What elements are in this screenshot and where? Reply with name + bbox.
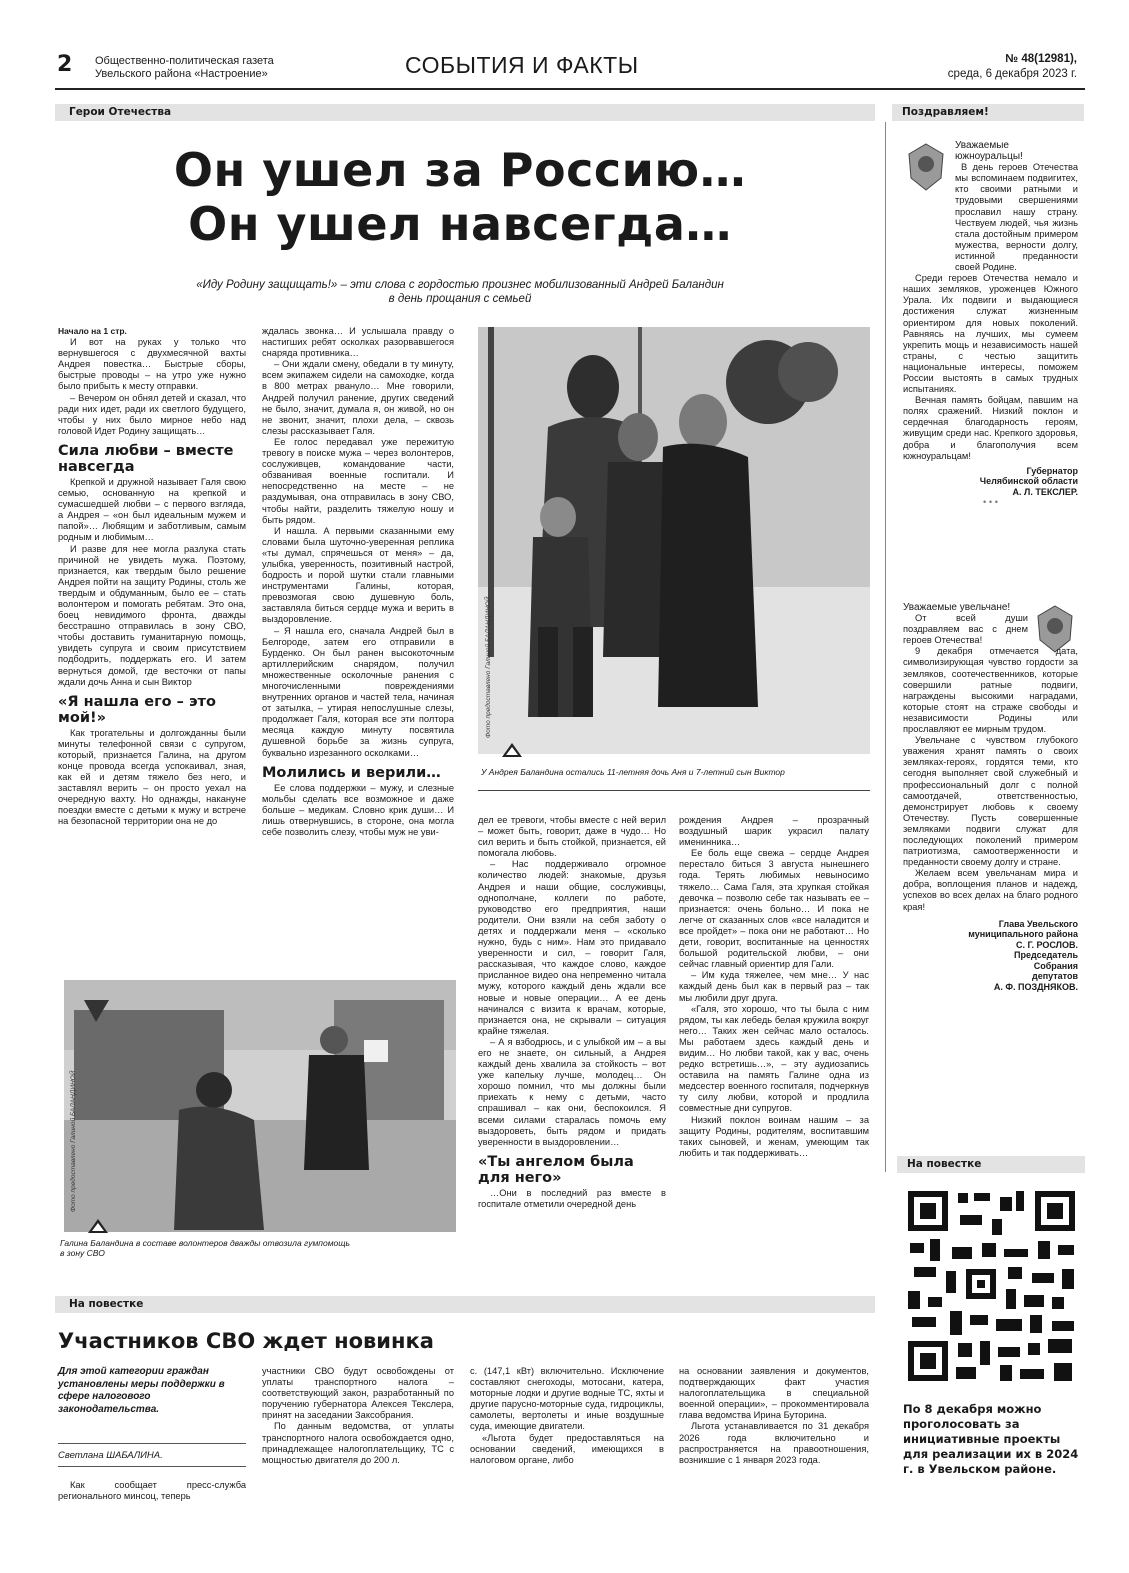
paper-name xyxy=(95,55,274,81)
bottom-author: Светлана ШАБАЛИНА. xyxy=(58,1450,163,1461)
signature: С. Г. РОСЛОВ. xyxy=(1016,939,1078,950)
volunteer-photo xyxy=(64,980,456,1232)
paragraph: И разве для нее могла разлука стать причиной не увидеть мужа. Поэтому, признается, как твердым было решение Андрея пойти на защиту Родины, столь же твердым и обдуманным, было ее – стать волонтером и помогать ребятам. Это она, боец невидимого фронта, дважды бесстрашно отправилась в зону СВО, чтобы доставить гуманитарную помощь, увидеть супруга и своим присутствием подбодрить, поддержать его. И затем вернуться домой, где весточки от папы ждали дочь Анна и сын Виктор xyxy=(58,543,246,687)
paragraph: От всей души поздравляем вас с днем героев Отечества! xyxy=(903,613,1028,646)
signature: Челябинской области xyxy=(979,476,1078,487)
article-column-1 xyxy=(58,326,246,958)
paragraph: 9 декабря отмечается дата, символизирующая чувство гордости за земляков, соотечественников, которые совершили ратные подвиги, награждены высокими наградами, которые стоят на страже свободы и независимости Родины или прославляют ее мирным трудом. xyxy=(903,646,1078,735)
family-photo xyxy=(478,327,870,754)
rubric-congrats: Поздравляем! xyxy=(892,104,1084,121)
rubric-agenda-right: На повестке xyxy=(897,1156,1085,1173)
paragraph: с. (147,1 кВт) включительно. Исключение составляют снегоходы, мотосани, катера, моторные лодки и другие водные ТС, яхты и другие парусно-моторные суда, гидроциклы, самолеты, вертолеты и иные воздушные суда, имеющие двигатели. xyxy=(470,1366,664,1432)
photo-caption xyxy=(60,1238,460,1258)
paragraph: По данным ведомства, от уплаты транспортного налога освобождается одно, принадлежащее налогоплательщику, ТС с мощностью двигателя до 200 л. xyxy=(262,1421,454,1465)
subheading: Молились и верили… xyxy=(262,764,441,781)
signature: Председатель xyxy=(1014,950,1078,961)
continuation-note: Начало на 1 стр. xyxy=(58,326,127,336)
header-rule xyxy=(55,88,1085,90)
headline-line2: Он ушел навсегда… xyxy=(188,197,732,251)
paragraph: Среди героев Отечества немало и наших земляков, уроженцев Южного Урала. Их подвиги и выдающиеся достижения служат жизненным ориентиром для новых поколений. Равняясь на лучших, мы сумеем укрепить мощь и независимость нашей страны, с честью защитить национальные интересы, поможем России выстоять в самых трудных испытаниях. xyxy=(903,273,1078,395)
issue-number: № 48(12981), xyxy=(1005,53,1077,65)
paragraph: И вот на руках у только что вернувшегося с двухмесячной вахты Андрея повестка… Быстрые сборы, быстрые проводы – на утро уже нужно было прибыть к месту отправки. xyxy=(58,337,246,392)
paragraph: И нашла. А первыми сказанными ему словами была шуточно-уверенная реплика «ты думал, спрячешься от меня» – да, улыбка, уверенность, позитивный настрой, бодрость и порой шутки стали главными инструментами Галины, которая, превозмогая свою душевную боль, заставляла биться сердце мужа и верить в выздоровление. xyxy=(262,525,454,625)
headline-line1: Он ушел за Россию… xyxy=(173,143,747,197)
divider xyxy=(478,790,870,791)
paper-name-line1: Общественно-политическая газета xyxy=(95,55,274,67)
bottom-column-3 xyxy=(470,1366,664,1540)
divider xyxy=(58,1443,246,1444)
signature: депутатов xyxy=(1031,971,1078,982)
bottom-column-1 xyxy=(58,1480,246,1540)
qr-code-icon[interactable] xyxy=(904,1187,1079,1385)
paragraph: Ее боль еще свежа – сердце Андрея перестало биться 3 августа нынешнего года. Терять любимых невыносимо тяжело… Сама Галя, эта хрупкая стойкая девочка – позволю себе так называть ее – признается: очень больно… И пока не легче от сказанных слов «все наладится и все пройдет» – пока они не работают… Но дети, говорит, воспитанные на ценностях большой родительской любви, – они сейчас главный ориентир для Гали. xyxy=(679,848,869,970)
paragraph: – А я взбодрюсь, и с улыбкой им – а вы его не знаете, он сильный, а Андрея каждый день хвалила за стойкость – вот уже капельку лучше, молодец… Он хорошо помнил, что мы должны были приехать к нему с детьми, часто спрашивал – как они, беспокоился. Я всеми силами старалась помочь ему выздороветь, быть рядом и придать уверенности в выздоровлении… xyxy=(478,1036,666,1147)
page-number: 2 xyxy=(57,52,73,77)
photo-caption: У Андрея Баландина остались 11-летняя дочь Аня и 7-летний сын Виктор xyxy=(481,767,785,777)
paragraph: на основании заявления и документов, подтверждающих факт участия налогоплательщика в специальной военной операции», – прокомментировала глава ведомства Ирина Буторина. xyxy=(679,1366,869,1421)
bottom-headline: Участников СВО ждет новинка xyxy=(58,1329,434,1353)
paragraph: Увельчане с чувством глубокого уважения хранят память о своих земляках-героях, гордятся теми, кто сегодня выполняет свой служебный и профессиональный долг с полной самоотдачей, ответственностью, демонстрирует любовь к своему Отечеству. Пусть совершенные земляками подвиги служат для последующих поколений примером патриотизма, самоотверженности и преданности своему долгу и стране. xyxy=(903,735,1078,868)
divider xyxy=(58,1466,246,1467)
lead xyxy=(60,278,860,306)
signature: Губернатор xyxy=(1026,465,1078,476)
paragraph: «Льгота будет предоставляться на основании сведений, имеющихся в налоговом органе, либо xyxy=(470,1432,664,1465)
paragraph: – Они ждали смену, обедали в ту минуту, всем экипажем сидели на самоходке, когда в 800 метрах рвануло… Мне говорили, Андрей получил ранение, других сведений не было, значит, думала я, он живой, но он не звонит, значит, плохи дела, – сквозь слезы рассказывает Галя. xyxy=(262,359,454,436)
article-column-3 xyxy=(478,815,666,1273)
signature: А. Л. ТЕКСЛЕР. xyxy=(1012,486,1078,497)
paragraph: Низкий поклон воинам нашим – за защиту Родины, родителям, воспитавшим таких сыновей, и женам, умеющим так любить и так поддерживать… xyxy=(679,1114,869,1158)
paragraph: В день героев Отечества мы вспоминаем подвигитех, кто своими ратными и трудовыми свершениями прославил нашу страну. Чествуем людей, чья жизнь стала достойным примером мужества, верности долгу, истинной преданности своей Родине. xyxy=(955,162,1078,273)
paragraph: Льгота устанавливается по 31 декабря 2026 года включительно и распространяется на правоотношения, возникшие с 1 января 2023 года. xyxy=(679,1421,869,1465)
paper-name-line2: Увельского района «Настроение» xyxy=(95,68,268,80)
paragraph: дел ее тревоги, чтобы вместе с ней верил – может быть, говорит, даже в чудо… Но сил верить и быть стойкой, признается, ей помогала любовь. xyxy=(478,815,666,859)
issue-date: среда, 6 декабря 2023 г. xyxy=(947,68,1077,80)
agenda-vote-text: По 8 декабря можно проголосовать за инициативные проекты для реализации их в 2024 г. в Увельском районе. xyxy=(903,1402,1079,1476)
greeting: Уважаемые увельчане! xyxy=(903,602,1011,613)
family-photo-image xyxy=(478,327,870,754)
photo-caption-line2: в зону СВО xyxy=(60,1248,105,1258)
headline xyxy=(60,143,860,251)
triangle-icon xyxy=(88,1219,108,1233)
paragraph: Крепкой и дружной называет Галя свою семью, основанную на крепкой и сумасшедшей любви – с первого взгляда, а Андрея – «он был идеальным мужем и папой»… Любящим и заботливым, самым родным и любимым… xyxy=(58,476,246,543)
vertical-divider xyxy=(885,122,886,1172)
rubric-heroes: Герои Отечества xyxy=(55,104,875,121)
congrats-district xyxy=(903,602,1078,1130)
paragraph: – Вечером он обнял детей и сказал, что ради них идет, ради их светлого будущего, чтобы у них было мирное небо над головой Идет Родину защищать… xyxy=(58,392,246,436)
separator-dots: • • • xyxy=(983,497,998,508)
rubric-agenda-bottom: На повестке xyxy=(55,1296,875,1313)
photo-credit: Фото предоставлено Галиной БАЛАНДИНОЙ xyxy=(70,1070,77,1212)
bottom-column-4 xyxy=(679,1366,869,1540)
paragraph: Ее голос передавал уже пережитую тревогу в поиске мужа – через волонтеров, сослуживцев, командование части, обзванивая военные госпитали. И непосредственно на месте – не раздумывая, она отправилась в зону СВО, чтобы найти, разделить тяжелую ношу и быть рядом. xyxy=(262,436,454,525)
lead-line2: в день прощания с семьей xyxy=(388,293,532,305)
volunteer-photo-image xyxy=(64,980,456,1232)
paragraph: Ее слова поддержки – мужу, и слезные мольбы сделать все возможное и даже больше – медикам. Словно крик души… И лишь отвернувшись, в стороне, она могла себе позволить слезу, чтобы муж не уви- xyxy=(262,782,454,838)
lead-line1: «Иду Родину защищать!» – эти слова с гордостью произнес мобилизованный Андрей Баландин xyxy=(196,279,724,291)
subheading: «Я нашла его – это мой!» xyxy=(58,693,216,726)
section-title: СОБЫТИЯ И ФАКТЫ xyxy=(405,52,639,78)
subheading: «Ты ангелом была для него» xyxy=(478,1153,634,1186)
bottom-lead: Для этой категории граждан установлены меры поддержки в сфере налогового законодательства. xyxy=(58,1366,225,1415)
paragraph: – Я нашла его, сначала Андрей был в Белгороде, затем его отправили в Бурденко. Он был ранен высокоточным артиллерийским снарядом, получил множественные осколочные ранения с многочисленными повреждениями внутренних органов и частей тела, начиная от затылка, – утирая непослушные слезы, продолжает Галя, которая все эти полтора месяца каждую минуту посвятила душевной борьбе за жизнь супруга, буквально изрезанного осколками… xyxy=(262,625,454,758)
greeting: Уважаемые южноуральцы! xyxy=(955,140,1023,163)
paragraph: – Нас поддерживало огромное количество людей: знакомые, друзья Андрея и наши общие, сослуживцы, однополчане, коллеги по работе, руководство его предприятия, наши родители. Они взяли на себя заботу о детях и поддержали меня – «сколько нужно, будь с ним». Нам это придавало уверенности и сил, – говорит Галя, рассказывая, что каждое слово, каждое присланное видео она непременно читала мужу, которого каждый день ждали все новые и новые операции… А ее день начинался с визита к врачам, которые, признается она, не скрывали – ситуация крайне тяжелая. xyxy=(478,859,666,1036)
paragraph: Как сообщает пресс-служба регионального минсоц, теперь xyxy=(58,1480,246,1502)
photo-credit: Фото предоставлено Галиной БАЛАНДИНОЙ xyxy=(485,596,492,738)
signature: муниципального района xyxy=(968,929,1078,940)
issue-info xyxy=(948,52,1077,82)
bottom-column-2 xyxy=(262,1366,454,1540)
congrats-governor xyxy=(903,140,1078,590)
article-column-4 xyxy=(679,815,869,1273)
paragraph: «Галя, это хорошо, что ты была с ним рядом, ты как лебедь белая кружила вокруг него… Таких жен сейчас мало осталось. Мы работаем здесь каждый день и видим… Но любви такой, как у вас, очень редко встретишь…», – эту аудиозапись оставила на память Галине одна из медсестер военного госпиталя, подчеркнув ту силу любви, которой и продлила совместные дни супругов. xyxy=(679,1003,869,1114)
paragraph: участники СВО будут освобождены от уплаты транспортного налога – соответствующий закон, разработанный по поручению губернатора Алексея Текслера, принят на заседании Заксобрания. xyxy=(262,1366,454,1421)
signature: Собрания xyxy=(1033,960,1078,971)
signature: А. Ф. ПОЗДНЯКОВ. xyxy=(993,981,1078,992)
triangle-icon xyxy=(502,743,522,757)
subheading: Сила любви – вместе навсегда xyxy=(58,442,234,475)
paragraph: – Им куда тяжелее, чем мне… У нас каждый день был как в первый раз – так мы любили друг друга. xyxy=(679,970,869,1003)
paragraph: Вечная память бойцам, павшим на полях сражений. Низкий поклон и сердечная благодарность героям, живущим среди нас. Крепкого здоровья, добра и благополучия всем южноуральцам! xyxy=(903,395,1078,461)
paragraph: Как трогательны и долгожданны были минуты телефонной связи с супругом, который, признается Галина, на другом конце провода всегда успокаивал, зная, как ей и детям тяжело без него, и заставлял верить – он просто уехал на очередную вахту. Но однажды, накануне поездки вместе с детьми к мужу и встрече на безопасной территории она не до xyxy=(58,727,246,827)
paragraph: рождения Андрея – прозрачный воздушный шарик украсил палату именинника… xyxy=(679,815,869,848)
paragraph: …Они в последний раз вместе в госпитале отметили очередной день xyxy=(478,1187,666,1209)
article-column-2 xyxy=(262,326,454,958)
paragraph: ждалась звонка… И услышала правду о настигших ребят осколках разорвавшегося снаряда противника… xyxy=(262,326,454,359)
photo-caption-line1: Галина Баландина в составе волонтеров дважды отвозила гумпомощь xyxy=(60,1238,350,1248)
signature: Глава Увельского xyxy=(998,918,1078,929)
paragraph: Желаем всем увельчанам мира и добра, воплощения планов и надежд, успехов во всех делах на благо родного края! xyxy=(903,868,1078,912)
